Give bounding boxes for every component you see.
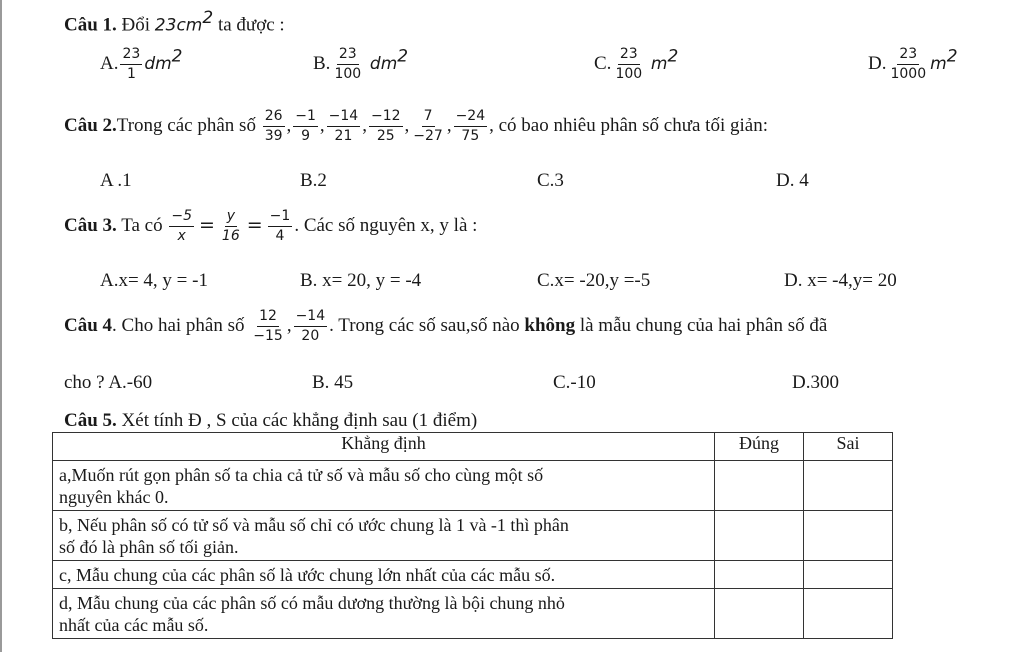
fraction-denominator: 39 <box>264 128 283 144</box>
q4-bold-word: không <box>524 314 576 336</box>
fraction-denominator: 21 <box>334 128 353 144</box>
q3-fraction-1 <box>169 208 194 245</box>
fraction-denominator: −15 <box>253 328 283 344</box>
fraction-denominator: −27 <box>413 128 443 144</box>
q3-option-a: A.x= 4, y = -1 <box>100 270 208 291</box>
q1-option-b-fraction <box>332 46 363 83</box>
fraction-numerator: 23 <box>120 46 142 65</box>
q4-option-c: C.-10 <box>553 372 596 393</box>
fraction-numerator: −1 <box>293 108 318 127</box>
q1-option-b-unit: dm <box>369 53 398 74</box>
q1-option-a-exp: 2 <box>171 46 183 67</box>
statement-line: nguyên khác 0. <box>59 487 169 507</box>
q2-fraction <box>293 108 318 145</box>
q2-suffix: , có bao nhiêu phân số chưa tối giản: <box>489 114 768 136</box>
q2-fraction <box>454 108 488 145</box>
q2-fraction <box>327 108 361 145</box>
q1-option-a <box>100 46 183 83</box>
q1-unit: cm <box>176 15 203 36</box>
fraction-numerator: 23 <box>618 46 640 65</box>
header-statement: Khẳng định <box>53 433 715 461</box>
q2-fraction <box>263 108 285 145</box>
statement-line: số đó là phân số tối giản. <box>59 537 239 557</box>
q1-line <box>64 8 285 36</box>
q4-mid: . Trong các số sau,số nào <box>329 314 525 336</box>
q1-exp: 2 <box>202 8 214 28</box>
page-left-border <box>0 0 2 652</box>
q2-line: Câu 2.Trong các phân số $\frac{26}{39}$ , $\frac{-1}{9}$ , $\frac{-14}{21}$ , $\frac{-12}{25}$ , $\frac{7}{-27}$ , $\frac{-24}{75}$ , có bao nhiêu phân số chưa tối giản: <box>64 108 768 144</box>
q5-line <box>64 410 477 432</box>
q2-option-a: A .1 <box>100 170 132 191</box>
fraction-numerator: y <box>225 208 237 227</box>
q1-option-d <box>868 46 958 83</box>
q1-option-b-label: B. <box>313 52 331 74</box>
header-true: Đúng <box>715 433 804 461</box>
q2-text: Trong các phân số <box>116 114 261 136</box>
answer-cell-true[interactable] <box>715 511 804 561</box>
q4-fraction-1 <box>251 308 285 345</box>
statement-line: d, Mẫu chung của các phân số có mẫu dương thường là bội chung nhỏ <box>59 593 565 613</box>
q1-option-c <box>594 46 678 83</box>
table-row <box>53 589 893 639</box>
q4-option-d: D.300 <box>792 372 839 393</box>
fraction-numerator: 12 <box>257 308 279 327</box>
q2-prefix: Câu 2. <box>64 114 117 136</box>
equals-sign: = <box>199 213 215 236</box>
fraction-numerator: 7 <box>422 108 435 127</box>
q3-line <box>64 208 477 245</box>
table-row <box>53 511 893 561</box>
fraction-numerator: −1 <box>268 208 293 227</box>
q1-option-b-exp: 2 <box>397 46 409 67</box>
q3-suffix: . Các số nguyên x, y là : <box>294 214 478 236</box>
statement-b <box>53 511 715 561</box>
header-false: Sai <box>804 433 893 461</box>
q1-option-d-exp: 2 <box>946 46 958 67</box>
q3-fraction-3 <box>268 208 293 245</box>
q1-option-c-unit: m <box>650 53 668 74</box>
statement-line: c, Mẫu chung của các phân số là ước chung lớn nhất của các mẫu số. <box>59 565 556 585</box>
answer-cell-true[interactable] <box>715 589 804 639</box>
q1-option-c-fraction <box>613 46 644 83</box>
q1-option-d-label: D. <box>868 52 887 74</box>
answer-cell-false[interactable] <box>804 589 893 639</box>
fraction-denominator: 25 <box>376 128 395 144</box>
q2-fraction <box>369 108 403 145</box>
q2-fraction <box>411 108 445 145</box>
fraction-denominator: 1000 <box>890 66 927 82</box>
fraction-denominator: 16 <box>221 228 240 244</box>
fraction-denominator: 100 <box>334 66 362 82</box>
q1-option-d-fraction <box>888 46 928 83</box>
fraction-numerator: −14 <box>327 108 361 127</box>
q4-line-2: cho ? A.-60 <box>64 372 153 393</box>
statement-line: a,Muốn rút gọn phân số ta chia cả tử số và mẫu số cho cùng một số <box>59 465 544 485</box>
q1-suffix: ta được : <box>213 14 285 36</box>
q2-option-b: B.2 <box>300 170 327 191</box>
equals-sign: = <box>246 213 263 236</box>
fraction-numerator: −14 <box>294 308 328 327</box>
answer-cell-true[interactable] <box>715 561 804 589</box>
table-row <box>53 561 893 589</box>
answer-cell-false[interactable] <box>804 461 893 511</box>
q1-option-a-fraction <box>120 46 142 83</box>
table-row <box>53 461 893 511</box>
statement-line: b, Nếu phân số có tử số và mẫu số chỉ có ước chung là 1 và -1 thì phân <box>59 515 569 535</box>
q2-option-d: D. 4 <box>776 170 809 191</box>
fraction-denominator: 100 <box>615 66 643 82</box>
q5-text: Xét tính Đ , S của các khẳng định sau (1 điểm) <box>116 410 478 431</box>
q4-fraction-2 <box>294 308 328 345</box>
fraction-denominator: 4 <box>275 228 285 244</box>
q4-option-b: B. 45 <box>312 372 354 393</box>
fraction-denominator: 9 <box>301 128 311 144</box>
q2-option-c: C.3 <box>537 170 564 191</box>
statement-line: nhất của các mẫu số. <box>59 615 209 635</box>
fraction-numerator: −5 <box>169 208 194 227</box>
true-false-table <box>52 432 893 639</box>
q3-prefix: Câu 3. <box>64 214 117 236</box>
answer-cell-false[interactable] <box>804 561 893 589</box>
q1-option-b <box>313 46 408 83</box>
q4-prefix: Câu 4 <box>64 314 113 336</box>
q4-line: Câu 4. Cho hai phân số $\frac{12}{-15}$ , $\frac{-14}{20}$ . Trong các số sau,số nào không là mẫu chung của hai phân số đã <box>64 308 828 344</box>
fraction-numerator: 23 <box>337 46 359 65</box>
q1-value: 23 <box>154 15 177 36</box>
q4-suffix: là mẫu chung của hai phân số đã <box>575 314 828 336</box>
table-header-row <box>53 433 893 461</box>
q5-prefix: Câu 5. <box>64 410 117 431</box>
q1-option-c-exp: 2 <box>667 46 679 67</box>
q1-text: Đổi <box>116 14 155 36</box>
statement-a <box>53 461 715 511</box>
q3-fraction-2 <box>220 208 242 245</box>
q1-option-c-label: C. <box>594 52 612 74</box>
fraction-denominator: 75 <box>461 128 480 144</box>
fraction-numerator: 26 <box>263 108 285 127</box>
fraction-numerator: −24 <box>454 108 488 127</box>
answer-cell-true[interactable] <box>715 461 804 511</box>
q3-option-b: B. x= 20, y = -4 <box>300 270 422 291</box>
fraction-numerator: 23 <box>897 46 919 65</box>
answer-cell-false[interactable] <box>804 511 893 561</box>
q1-option-a-unit: dm <box>144 53 172 74</box>
fraction-denominator: x <box>177 228 186 244</box>
q3-option-c: C.x= -20,y =-5 <box>537 270 651 291</box>
fraction-denominator: 20 <box>301 328 320 344</box>
q4-text: . Cho hai phân số <box>112 314 250 336</box>
q1-option-a-label: A. <box>100 52 119 74</box>
fraction-denominator: 1 <box>126 66 136 82</box>
q3-text: Ta có <box>116 214 168 236</box>
statement-d <box>53 589 715 639</box>
q1-option-d-unit: m <box>930 53 947 74</box>
q3-option-d: D. x= -4,y= 20 <box>784 270 897 291</box>
fraction-numerator: −12 <box>369 108 403 127</box>
statement-c <box>53 561 715 589</box>
q1-prefix: Câu 1. <box>64 14 117 36</box>
